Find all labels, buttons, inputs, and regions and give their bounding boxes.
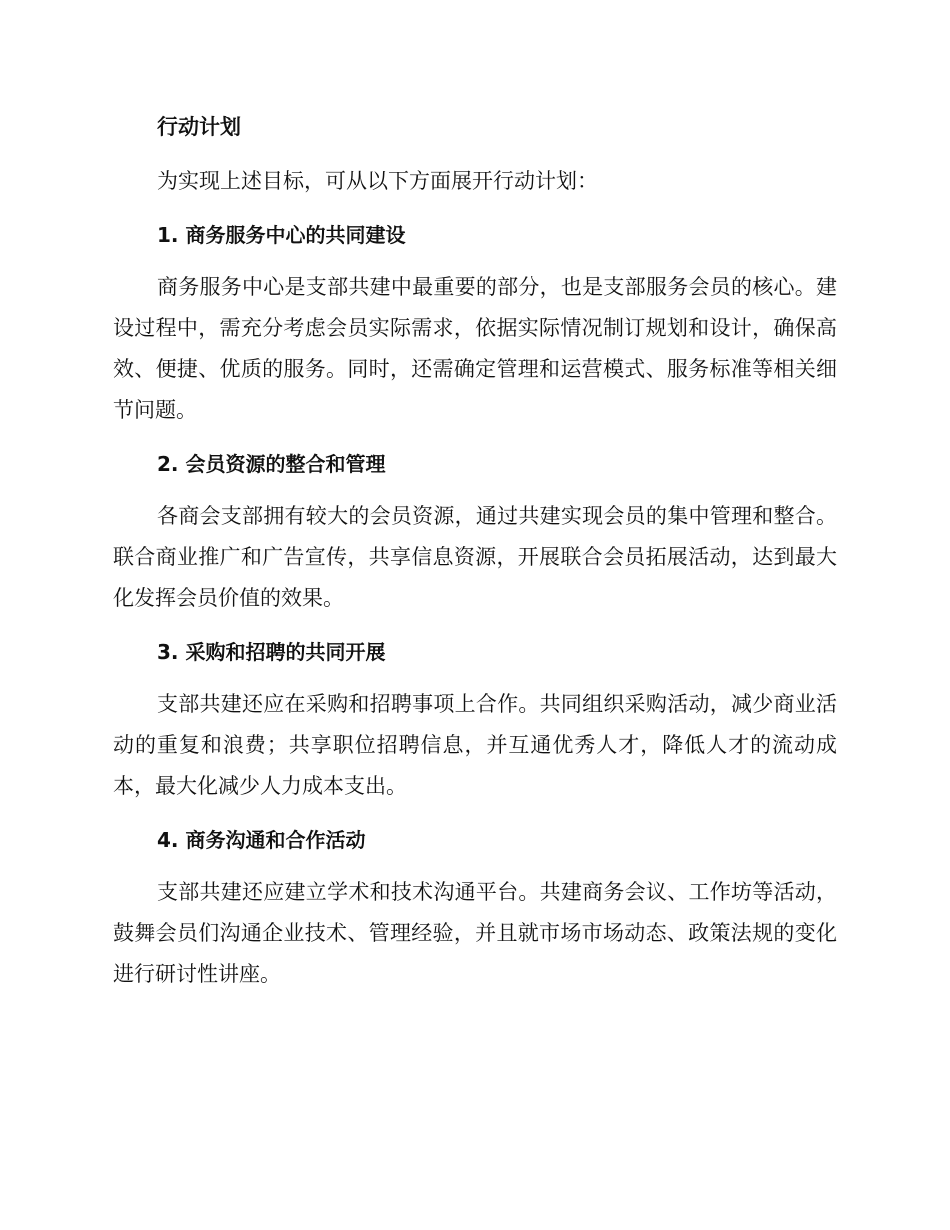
- section-body-3: 支部共建还应在采购和招聘事项上合作。共同组织采购活动，减少商业活动的重复和浪费；共享职位招聘信息，并互通优秀人才，降低人才的流动成本，最大化减少人力成本支出。: [113, 692, 837, 798]
- section-body-2: 各商会支部拥有较大的会员资源，通过共建实现会员的集中管理和整合。联合商业推广和广告宣传，共享信息资源，开展联合会员拓展活动，达到最大化发挥会员价值的效果。: [113, 504, 837, 610]
- section-body-4: 支部共建还应建立学术和技术沟通平台。共建商务会议、工作坊等活动， 鼓舞会员们沟通企业技术、管理经验，并且就市场市场动态、政策法规的变化进行研讨性讲座。: [113, 880, 837, 986]
- section-heading-4: 4. 商务沟通和合作活动: [157, 828, 366, 852]
- section-body-1: 商务服务中心是支部共建中最重要的部分，也是支部服务会员的核心。建设过程中，需充分考虑会员实际需求，依据实际情况制订规划和设计，确保高效、便捷、优质的服务。同时，还需确定管理和运营模式、服务标准等相关细节问题。: [113, 275, 837, 422]
- section-heading-1: 1. 商务服务中心的共同建设: [157, 223, 406, 247]
- intro-paragraph: 为实现上述目标，可从以下方面展开行动计划：: [157, 169, 598, 193]
- document-content: [113, 107, 837, 1008]
- document-title: 行动计划: [157, 115, 241, 139]
- section-heading-3: 3. 采购和招聘的共同开展: [157, 640, 386, 664]
- section-heading-2: 2. 会员资源的整合和管理: [157, 452, 386, 476]
